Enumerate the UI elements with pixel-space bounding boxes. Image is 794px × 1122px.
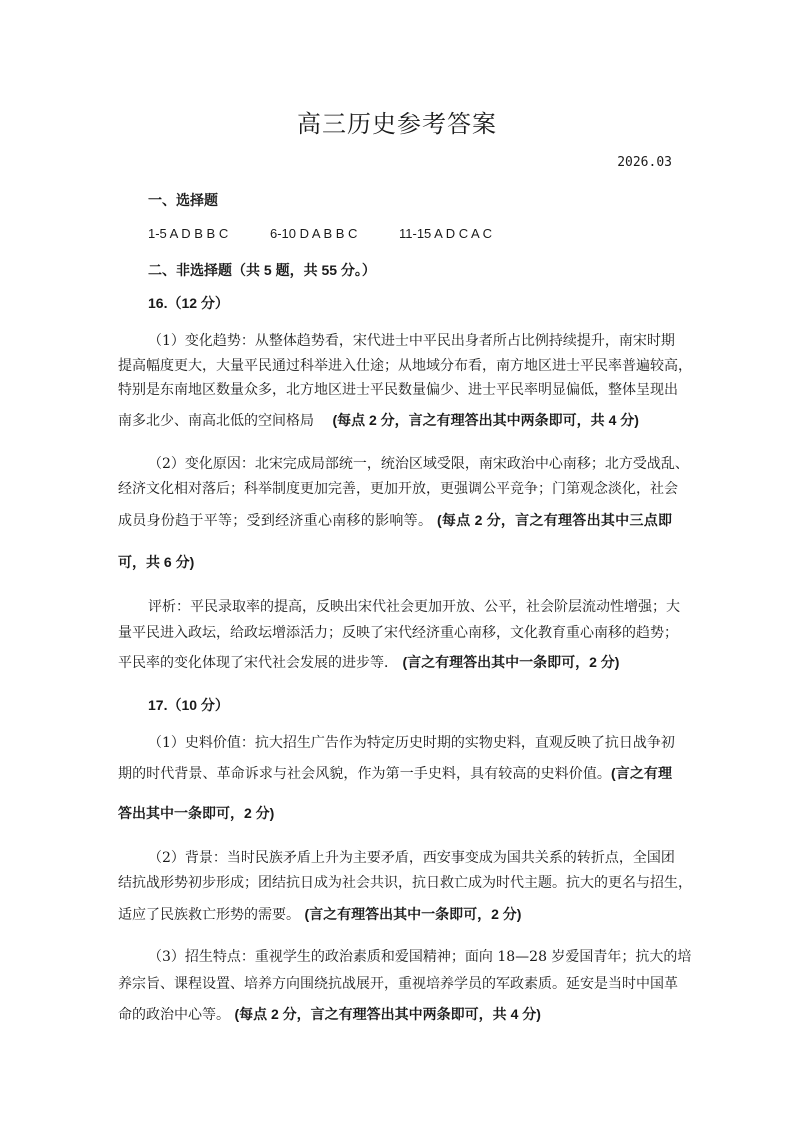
text-line: [118, 804, 672, 823]
scoring-note: (每点 2 分，言之有理答出其中两条即可，共 4 分): [332, 412, 639, 428]
scoring-note: 16.（12 分）: [148, 295, 229, 311]
scoring-note: (每点 2 分，言之有理答出其中两条即可，共 4 分): [234, 1006, 541, 1022]
answer-text: 评析：平民录取率的提高，反映出宋代社会更加开放、公平，社会阶层流动性增强；大: [148, 599, 680, 615]
text-line: [118, 764, 672, 783]
scoring-note: (每点 2 分，言之有理答出其中三点即: [436, 512, 673, 528]
answer-text: 成员身份趋于平等；受到经济重心南移的影响等。: [118, 513, 437, 529]
answer-text: 结抗战形势初步形成；团结抗日成为社会共识，抗日救亡成为时代主题。抗大的更名与招生，: [118, 875, 692, 891]
answer-text: （1）史料价值：抗大招生广告作为特定历史时期的实物史料，直观反映了抗日战争初: [148, 735, 675, 751]
text-line: [148, 191, 672, 210]
answer-group-1-5: 1-5 A D B B C: [148, 226, 229, 241]
answer-text: 南多北少、南高北低的空间格局: [118, 413, 333, 429]
text-line: [148, 948, 692, 966]
answer-text: 经济文化相对落后；科举制度更加完善，更加开放，更强调公平竞争；门第观念淡化，社会: [118, 481, 678, 497]
scoring-note: 二、非选择题（共 5 题，共 55 分。）: [148, 262, 376, 278]
document-date: 2026.03: [617, 155, 672, 170]
text-line: [118, 553, 672, 572]
text-line: [148, 294, 672, 313]
scoring-note: 答出其中一条即可，2 分): [118, 805, 275, 821]
text-line: [118, 1005, 672, 1024]
answer-text: 命的政治中心等。: [118, 1007, 235, 1023]
answer-text: 养宗旨、课程设置、培养方向围绕抗战展开，重视培养学员的军政素质。延安是当时中国革: [118, 976, 678, 992]
text-line: [118, 411, 672, 430]
page-title: 高三历史参考答案: [297, 110, 497, 138]
text-line: [118, 874, 692, 892]
text-line: [118, 480, 678, 498]
text-line: [148, 598, 680, 616]
text-line: [118, 653, 672, 672]
answer-text: （2）背景：当时民族矛盾上升为主要矛盾，西安事变成为国共关系的转折点，全国团: [148, 850, 675, 866]
answer-text: 适应了民族救亡形势的需要。: [118, 907, 305, 923]
text-line: [148, 261, 672, 280]
text-line: [148, 734, 675, 752]
text-line: [148, 849, 675, 867]
text-line: [148, 455, 689, 473]
text-line: [118, 624, 678, 642]
text-line: [118, 975, 678, 993]
answer-text: 特别是东南地区数量众多，北方地区进士平民数量偏少、进士平民率明显偏低，整体呈现出: [118, 382, 678, 398]
answer-text: 期的时代背景、革命诉求与社会风貌，作为第一手史料，具有较高的史料价值。: [118, 766, 611, 782]
answer-text: （2）变化原因：北宋完成局部统一，统治区域受限，南宋政治中心南移；北方受战乱、: [148, 456, 689, 472]
text-line: [148, 696, 672, 715]
text-line: [118, 905, 672, 924]
scoring-note: 可，共 6 分): [118, 554, 195, 570]
scoring-note: (言之有理: [610, 765, 672, 781]
answer-text: 平民率的变化体现了宋代社会发展的进步等．: [118, 655, 403, 671]
scoring-note: (言之有理答出其中一条即可，2 分): [402, 654, 620, 670]
answer-text: （3）招生特点：重视学生的政治素质和爱国精神；面向 18—28 岁爱国青年；抗大的培: [148, 949, 692, 965]
text-line: [148, 332, 675, 350]
scoring-note: (言之有理答出其中一条即可，2 分): [304, 906, 522, 922]
answer-text: 提高幅度更大，大量平民通过科举进入仕途；从地域分布看，南方地区进士平民率普遍较高，: [118, 358, 692, 374]
scoring-note: 17.（10 分）: [148, 697, 229, 713]
text-line: [118, 381, 678, 399]
text-line: [118, 511, 672, 530]
text-line: [118, 357, 692, 375]
answer-group-11-15: 11-15 A D C A C: [399, 226, 492, 241]
answer-text: （1）变化趋势：从整体趋势看，宋代进士中平民出身者所占比例持续提升，南宋时期: [148, 333, 675, 349]
answer-text: 量平民进入政坛，给政坛增添活力；反映了宋代经济重心南移，文化教育重心南移的趋势；: [118, 625, 678, 641]
answer-group-6-10: 6-10 D A B B C: [270, 226, 358, 241]
scoring-note: 一、选择题: [148, 192, 218, 208]
